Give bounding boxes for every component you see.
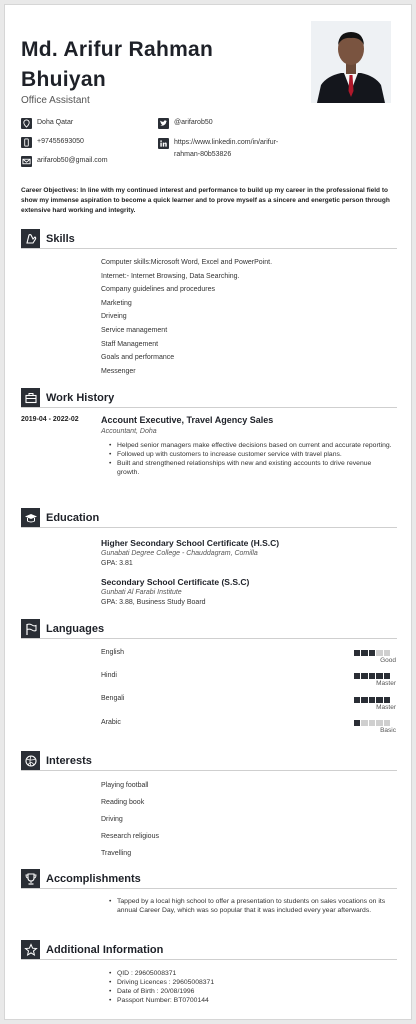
work-history-title: Work History	[46, 391, 115, 404]
skills-list	[101, 256, 397, 378]
contact-twitter	[158, 118, 213, 129]
interest-item: Research religious	[101, 833, 159, 840]
contact-location	[21, 118, 73, 129]
accomplishments-list	[109, 898, 395, 916]
rating-square-filled	[376, 697, 382, 703]
skill-item: Goals and performance	[101, 354, 175, 362]
profile-photo	[311, 21, 391, 103]
education-school: Gunabati Degree College - Chauddagram, Comilla	[101, 550, 258, 557]
education-gpa: GPA: 3.88, Business Study Board	[101, 599, 206, 606]
skills-header	[21, 229, 397, 249]
rating-square-filled	[361, 697, 367, 703]
career-objective: Career Objectives: In line with my continued interest and performance to build up my career in the professional field to show my immense aspiration to become a quick learner and to prove myself as a sincere and energetic person through extensive hard working and integrity.	[21, 187, 390, 214]
trophy-icon	[21, 869, 40, 888]
rating-square-filled	[369, 697, 375, 703]
flag-icon	[21, 619, 40, 638]
skill-item: Driveing	[101, 313, 127, 321]
job-company: Accountant, Doha	[101, 428, 157, 435]
location-pin-icon	[21, 118, 32, 129]
language-name: English	[101, 649, 124, 656]
accomplishments-header	[21, 869, 397, 889]
education-title: Education	[46, 511, 100, 524]
candidate-name: Md. Arifur Rahman Bhuiyan	[21, 38, 214, 91]
skill-item: Computer skills:Microsoft Word, Excel and PowerPoint.	[101, 259, 273, 266]
additional-info-title: Additional Information	[46, 943, 164, 956]
interest-item: Driving	[101, 816, 123, 823]
contact-linkedin-text[interactable]: https://www.linkedin.com/in/arifur- rahman-80b53826	[174, 139, 279, 158]
language-level: Good	[380, 657, 396, 664]
skill-item: Marketing	[101, 299, 132, 307]
contact-phone	[21, 137, 84, 148]
rating-square-filled	[354, 697, 360, 703]
interest-item: Travelling	[101, 850, 132, 857]
language-name: Arabic	[101, 719, 121, 726]
rating-square-filled	[376, 673, 382, 679]
twitter-icon	[158, 118, 169, 129]
graduation-cap-icon	[21, 508, 40, 527]
rating-square-empty	[384, 650, 390, 656]
skill-item: Internet:- Internet Browsing, Data Searching.	[101, 272, 240, 280]
education-degree: Secondary School Certificate (S.S.C)	[101, 577, 250, 587]
interest-item: Reading book	[101, 799, 145, 806]
contact-linkedin	[158, 138, 278, 160]
rating-square-empty	[384, 720, 390, 726]
rating-square-filled	[384, 673, 390, 679]
skill-item: Service management	[101, 326, 168, 334]
contact-location-text: Doha Qatar	[37, 119, 74, 126]
linkedin-icon	[158, 138, 169, 149]
rating-square-filled	[384, 697, 390, 703]
interests-list	[101, 777, 397, 862]
rating-square-empty	[361, 720, 367, 726]
contact-phone-text: +97455693050	[37, 138, 84, 145]
language-name: Hindi	[101, 672, 117, 679]
job-bullet: • Helped senior managers make effective decisions based on current and accurate reporting.	[109, 442, 395, 451]
job-bullet: • Followed up with customers to increase customer service with travel plans.	[109, 451, 395, 460]
skills-title: Skills	[46, 232, 75, 245]
email-icon	[21, 156, 32, 167]
language-rating	[354, 697, 390, 703]
skill-item: Staff Management	[101, 340, 159, 348]
rating-square-filled	[354, 650, 360, 656]
rating-square-filled	[354, 720, 360, 726]
language-rating	[354, 720, 390, 726]
interests-title: Interests	[46, 754, 92, 767]
star-icon	[21, 940, 40, 959]
education-school: Gunbati Al Farabi Institute	[101, 589, 182, 596]
job-responsibilities	[109, 442, 395, 478]
job-dates: 2019-04 - 2022-02	[21, 416, 79, 423]
contact-email-text[interactable]: arifarob50@gmail.com	[37, 157, 108, 164]
language-level: Basic	[380, 727, 396, 734]
language-level: Master	[376, 704, 396, 711]
phone-icon	[21, 137, 32, 148]
education-degree: Higher Secondary School Certificate (H.S.C)	[101, 538, 280, 548]
language-rating	[354, 650, 390, 656]
rating-square-empty	[376, 650, 382, 656]
job-title: Office Assistant	[21, 95, 90, 106]
additional-info-header	[21, 940, 397, 960]
rating-square-filled	[354, 673, 360, 679]
job-position: Account Executive, Travel Agency Sales	[101, 415, 274, 425]
rating-square-empty	[376, 720, 382, 726]
rating-square-filled	[361, 650, 367, 656]
additional-info-item: • Driving Licences : 29605008371	[109, 979, 395, 988]
additional-info-item: • Passport Number: BT0700144	[109, 997, 395, 1006]
skills-icon	[21, 229, 40, 248]
rating-square-filled	[369, 673, 375, 679]
job-bullet: • Built and strengthened relationships with new and existing accounts to drive revenue growth.	[109, 460, 395, 477]
additional-info-item: • QID : 29605008371	[109, 970, 395, 979]
languages-title: Languages	[46, 622, 105, 635]
accomplishment-item: • Tapped by a local high school to offer a presentation to students on sales vocations on its annual Career Day, which was so popular that it was included every year afterwards.	[109, 898, 395, 915]
additional-info-item: • Date of Birth : 20/08/1996	[109, 988, 395, 997]
interests-header	[21, 751, 397, 771]
language-level: Master	[376, 680, 396, 687]
rating-square-filled	[361, 673, 367, 679]
accomplishments-title: Accomplishments	[46, 872, 141, 885]
contact-email	[21, 156, 108, 167]
contact-twitter-text[interactable]: @arifarob50	[174, 119, 213, 126]
ball-icon	[21, 751, 40, 770]
additional-info-list	[109, 970, 395, 1006]
rating-square-empty	[369, 720, 375, 726]
skill-item: Company guidelines and procedures	[101, 286, 216, 294]
education-gpa: GPA: 3.81	[101, 560, 133, 567]
languages-header	[21, 619, 397, 639]
interest-item: Playing football	[101, 782, 149, 789]
education-header	[21, 508, 397, 528]
skill-item: Messenger	[101, 367, 136, 375]
language-name: Bengali	[101, 695, 125, 702]
language-rating	[354, 673, 390, 679]
briefcase-icon	[21, 388, 40, 407]
rating-square-filled	[369, 650, 375, 656]
resume-page	[4, 4, 412, 1020]
work-history-header	[21, 388, 397, 408]
